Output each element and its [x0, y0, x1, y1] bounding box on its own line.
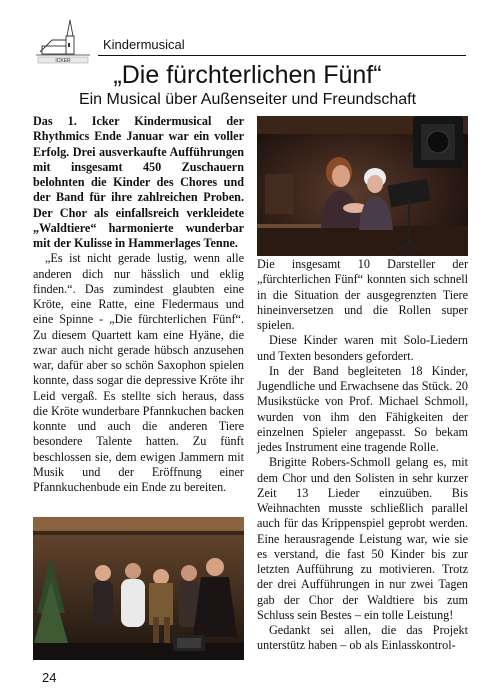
article-subtitle: Ein Musical über Außenseiter und Freundschaft — [78, 91, 417, 108]
photo-costumed-children — [33, 517, 244, 660]
right-paragraph-1: Die insgesamt 10 Darsteller der „fürchterlichen Fünf“ konnten sich schnell in die Situation der ausgegrenzten Tiere hineinversetzen und die Rollen super spielen. — [257, 257, 468, 332]
church-logo-icon — [32, 18, 94, 64]
right-paragraph-4: Brigitte Robers-Schmoll gelang es, mit dem Chor und den Solisten in sehr kurzer Zeit 13 Lieder einzuüben. Bis Weihnachten musste schließlich parallel auch für das Krippenspiel geprobt werden. Eine herausragende Leistung war, wie sie es verstand, die fast 50 Kinder bis zur letzten Aufführung zu motivieren. Trotz der drei Aufführungen in nur zwei Tagen gab der Chor der Waldtiere bis zum Schluss sein Bestes – ein tolle Leistung! — [257, 455, 468, 622]
header-rule — [98, 55, 466, 56]
page-number: 24 — [42, 670, 57, 685]
body-paragraph: „Es ist nicht gerade lustig, wenn alle anderen dich nur hässlich und eklig finden.“. Das zumindest glaubten eine Kröte, eine Ratte, eine Fledermaus und eine Spinne - „Die fürchterlichen Fünf“. Zu diesem Quartett kam eine Hyäne, die zwar auch nicht gerade hübsch anzusehen war, dafür aber so schön Saxophon spielen konnte, dass sogar die depressive Kröte ihr Leid vergaß. Es stellte sich heraus, dass die Kröte wunderbare Pfannkuchen backen konnte und auch die anderen Tiere besondere Talente hatten. Zu fünft beschlossen sie, dem ewigen Jammern mit Musik und der Eröffnung einer Pfannkuchenbude ein Ende zu bereiten. — [33, 251, 244, 494]
left-column — [33, 114, 244, 495]
right-paragraph-2: Diese Kinder waren mit Solo-Liedern und Texten besonders gefordert. — [257, 333, 468, 363]
section-label: Kindermusical — [103, 37, 185, 52]
right-paragraph-3: In der Band begleiteten 18 Kinder, Jugendliche und Erwachsene das Stück. 20 Musikstücke von Prof. Michael Schmoll, wurden von ihm den Fähigkeiten der einzelnen Spieler angepasst. So bekam jedes Instrument eine tragende Rolle. — [257, 363, 468, 454]
right-column — [257, 257, 468, 654]
article-title: „Die fürchterlichen Fünf“ — [113, 61, 382, 89]
photo-singers — [257, 116, 468, 256]
logo-text: ICKER — [55, 58, 71, 64]
lead-paragraph: Das 1. Icker Kindermusical der Rhythmics Ende Januar war ein voller Erfolg. Drei ausverkaufte Aufführungen mit insgesamt 450 Zuschauern belohnten die Kinder des Chores und der Band für ihre zahlreichen Proben. Der Chor als einfallsreich verkleidete „Waldtiere“ harmonierte wunderbar mit der Kulisse in Hammerlages Tenne. — [33, 114, 244, 250]
right-paragraph-5: Gedankt sei allen, die das Projekt unterstütz haben – ob als Einlasskontrol- — [257, 623, 468, 653]
